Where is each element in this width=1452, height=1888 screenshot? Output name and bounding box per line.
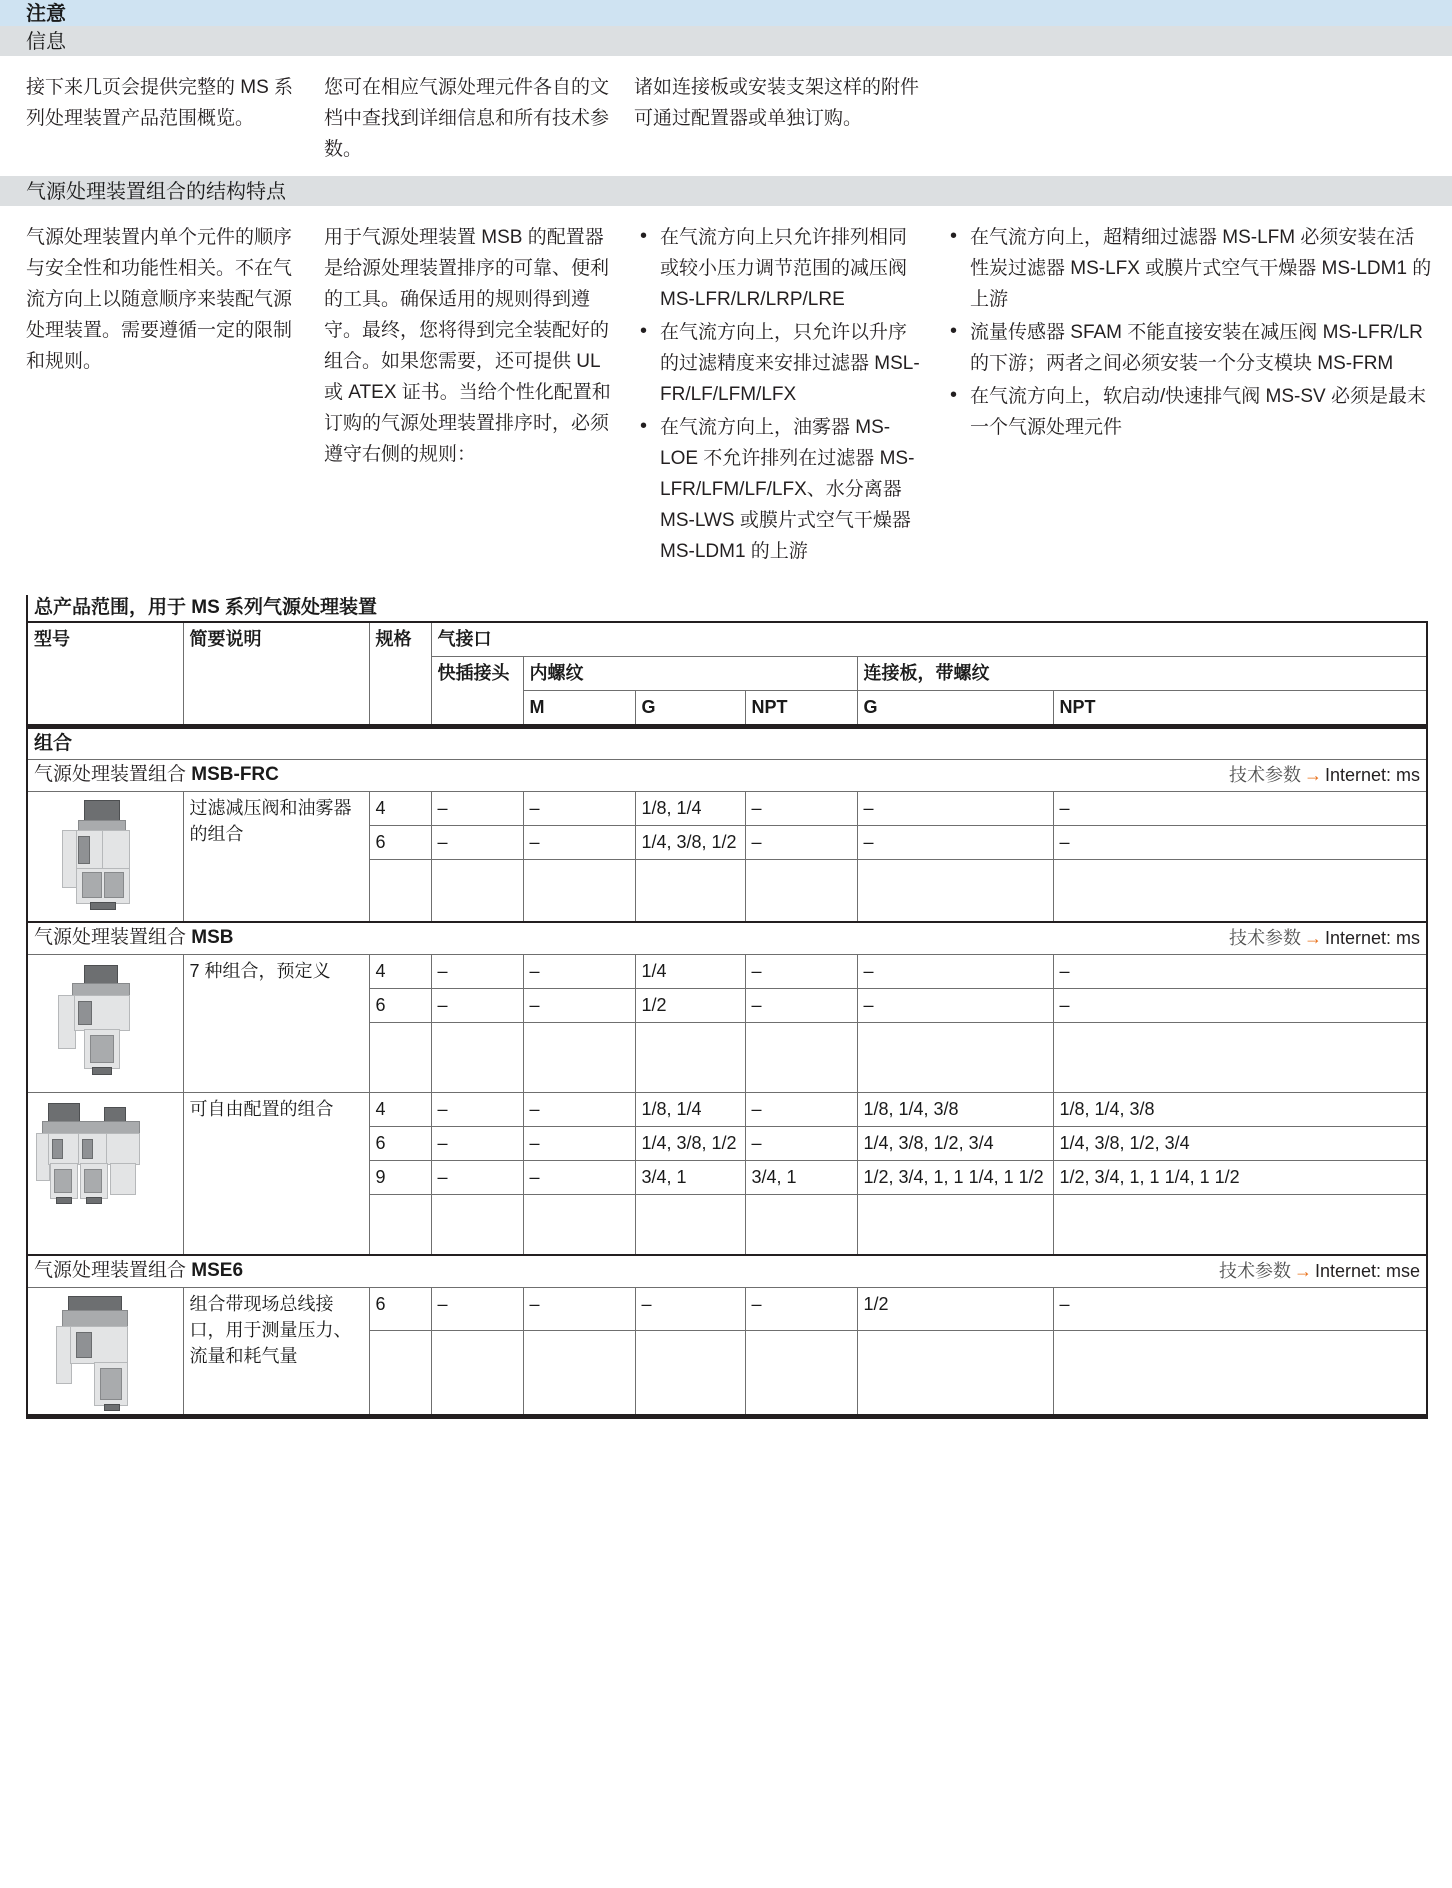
group-name-bold: MSB <box>191 927 234 948</box>
cell-g-plate: 1/4, 3/8, 1/2, 3/4 <box>857 1127 1053 1161</box>
cell-npt: – <box>745 1093 857 1127</box>
cell-npt: – <box>745 1288 857 1331</box>
cell-npt-plate: – <box>1053 989 1427 1023</box>
arrow-icon: → <box>1303 928 1322 948</box>
cell-g-plate: 1/2, 3/4, 1, 1 1/4, 1 1/2 <box>857 1161 1053 1195</box>
th-quick-connector: 快插接头 <box>431 657 523 727</box>
cell-g: 1/4, 3/8, 1/2 <box>635 1127 745 1161</box>
range-table <box>26 621 1428 1419</box>
cell-npt: – <box>745 792 857 826</box>
intro-col-3: 诸如连接板或安装支架这样的附件可通过配置器或单独订购。 <box>634 77 920 129</box>
cell-empty <box>431 1195 523 1256</box>
product-description: 过滤减压阀和油雾器的组合 <box>183 792 369 923</box>
section-band-row <box>27 727 1427 760</box>
cell-npt: – <box>745 989 857 1023</box>
msb-frc-illustration <box>32 796 179 914</box>
table-row <box>27 792 1427 826</box>
cell-g-plate: 1/2 <box>857 1288 1053 1331</box>
cell-m: – <box>523 1288 635 1331</box>
product-image-msb <box>27 955 183 1093</box>
list-item: • 在气流方向上，只允许以升序的过滤精度来安排过滤器 MSL-FR/LF/LFM/LFX <box>634 317 924 410</box>
group-name-prefix: 气源处理装置组合 <box>34 927 192 948</box>
group-name-prefix: 气源处理装置组合 <box>34 764 192 785</box>
cell-npt-plate: 1/2, 3/4, 1, 1 1/4, 1 1/2 <box>1053 1161 1427 1195</box>
cell-empty <box>1053 1023 1427 1093</box>
cell-npt-plate: – <box>1053 826 1427 860</box>
cell-m: – <box>523 1161 635 1195</box>
cell-empty <box>369 1023 431 1093</box>
cell-m: – <box>523 955 635 989</box>
cell-g: – <box>635 1288 745 1331</box>
cell-quick: – <box>431 955 523 989</box>
table-header-row-1 <box>27 622 1427 657</box>
cell-size: 6 <box>369 1288 431 1331</box>
cell-g-plate: 1/8, 1/4, 3/8 <box>857 1093 1053 1127</box>
group-header-msb <box>27 922 1427 955</box>
cell-empty <box>857 1331 1053 1417</box>
th-internal-thread: 内螺纹 <box>523 657 857 691</box>
intro-col-2: 您可在相应气源处理元件各自的文档中查找到详细信息和所有技术参数。 <box>324 77 610 160</box>
th-npt-plate: NPT <box>1053 691 1427 727</box>
features-col-3 <box>634 222 944 569</box>
product-image-mse6 <box>27 1288 183 1417</box>
features-bullets-3 <box>634 222 924 567</box>
cell-g: 3/4, 1 <box>635 1161 745 1195</box>
th-air-connection: 气接口 <box>431 622 1427 657</box>
cell-empty <box>431 1023 523 1093</box>
list-item: • 在气流方向上，油雾器 MS-LOE 不允许排列在过滤器 MS-LFR/LFM/LF/LFX、水分离器 MS-LWS 或膜片式空气干燥器 MS-LDM1 的上游 <box>634 412 924 567</box>
cell-empty <box>523 1023 635 1093</box>
product-figure <box>32 1097 179 1215</box>
cell-g: 1/4, 3/8, 1/2 <box>635 826 745 860</box>
note-banner <box>0 0 1452 26</box>
cell-npt-plate: – <box>1053 1288 1427 1331</box>
product-figure <box>32 959 179 1077</box>
intro-col-4-empty <box>944 72 1452 176</box>
intro-col-1: 接下来几页会提供完整的 MS 系列处理装置产品范围概览。 <box>26 77 294 129</box>
features-section-header <box>0 176 1452 206</box>
cell-empty <box>369 860 431 923</box>
cell-empty <box>635 1023 745 1093</box>
cell-empty <box>857 1195 1053 1256</box>
cell-g: 1/8, 1/4 <box>635 1093 745 1127</box>
cell-npt-plate: 1/8, 1/4, 3/8 <box>1053 1093 1427 1127</box>
list-item: • 在气流方向上，软启动/快速排气阀 MS-SV 必须是最末一个气源处理元件 <box>944 381 1432 443</box>
list-item: • 在气流方向上只允许排列相同或较小压力调节范围的减压阀 MS-LFR/LR/LRP/LRE <box>634 222 924 315</box>
tech-data-link-2[interactable] <box>1229 925 1420 951</box>
cell-quick: – <box>431 1288 523 1331</box>
th-model: 型号 <box>27 622 183 727</box>
cell-npt: – <box>745 1127 857 1161</box>
group-header-msb-frc <box>27 760 1427 792</box>
cell-g-plate: – <box>857 826 1053 860</box>
tech-data-label: 技术参数 <box>1228 765 1301 785</box>
section-label: 组合 <box>27 727 1427 760</box>
table-row <box>27 1093 1427 1127</box>
cell-m: – <box>523 792 635 826</box>
group-header-mse6 <box>27 1255 1427 1288</box>
group-name-bold: MSE6 <box>191 1260 244 1281</box>
cell-g: 1/2 <box>635 989 745 1023</box>
features-section-title: 气源处理装置组合的结构特点 <box>26 181 286 203</box>
product-range-table <box>26 595 1426 1419</box>
cell-empty <box>635 1195 745 1256</box>
arrow-icon: → <box>1303 765 1322 785</box>
cell-npt-plate: – <box>1053 792 1427 826</box>
group-name-bold: MSB-FRC <box>191 764 279 785</box>
msb-config-illustration <box>32 1097 179 1215</box>
cell-empty <box>523 860 635 923</box>
cell-m: – <box>523 826 635 860</box>
cell-empty <box>745 860 857 923</box>
th-connection-plate: 连接板，带螺纹 <box>857 657 1427 691</box>
cell-empty <box>857 1023 1053 1093</box>
cell-empty <box>369 1195 431 1256</box>
cell-quick: – <box>431 792 523 826</box>
cell-empty <box>369 1331 431 1417</box>
cell-quick: – <box>431 1127 523 1161</box>
cell-empty <box>1053 860 1427 923</box>
th-m: M <box>523 691 635 727</box>
cell-g-plate: – <box>857 955 1053 989</box>
tech-data-internet: Internet: ms <box>1324 928 1420 948</box>
product-figure <box>32 796 179 914</box>
product-description: 7 种组合，预定义 <box>183 955 369 1093</box>
cell-g-plate: – <box>857 792 1053 826</box>
cell-quick: – <box>431 826 523 860</box>
table-row <box>27 1288 1427 1331</box>
cell-empty <box>1053 1195 1427 1256</box>
cell-m: – <box>523 1127 635 1161</box>
cell-size: 4 <box>369 955 431 989</box>
cell-quick: – <box>431 989 523 1023</box>
features-col-2: 用于气源处理装置 MSB 的配置器是给源处理装置排序的可靠、便利的工具。确保适用的规则得到遵守。最终，您将得到完全装配好的组合。如果您需要，还可提供 UL 或 ATEX 证书。当给个性化配置和订购的气源处理装置排序时，必须遵守右侧的规则： <box>324 227 611 465</box>
cell-empty <box>523 1195 635 1256</box>
cell-g-plate: – <box>857 989 1053 1023</box>
tech-data-link-3[interactable] <box>1219 1258 1420 1284</box>
mse6-illustration <box>32 1292 179 1410</box>
tech-data-label: 技术参数 <box>1218 1261 1291 1281</box>
group-name-prefix: 气源处理装置组合 <box>34 1260 192 1281</box>
tech-data-internet: Internet: mse <box>1314 1261 1420 1281</box>
cell-empty <box>635 860 745 923</box>
cell-npt-plate: 1/4, 3/8, 1/2, 3/4 <box>1053 1127 1427 1161</box>
th-g-plate: G <box>857 691 1053 727</box>
info-title: 信息 <box>26 31 66 53</box>
features-col-1: 气源处理装置内单个元件的顺序与安全性和功能性相关。不在气流方向上以随意顺序来装配气源处理装置。需要遵循一定的限制和规则。 <box>26 227 293 372</box>
cell-npt: 3/4, 1 <box>745 1161 857 1195</box>
cell-npt-plate: – <box>1053 955 1427 989</box>
table-row <box>27 955 1427 989</box>
cell-empty <box>523 1331 635 1417</box>
cell-empty <box>857 860 1053 923</box>
cell-quick: – <box>431 1093 523 1127</box>
cell-size: 4 <box>369 792 431 826</box>
cell-npt: – <box>745 826 857 860</box>
arrow-icon: → <box>1293 1261 1312 1281</box>
tech-data-label: 技术参数 <box>1228 928 1301 948</box>
cell-m: – <box>523 989 635 1023</box>
list-item: • 在气流方向上，超精细过滤器 MS-LFM 必须安装在活性炭过滤器 MS-LFX 或膜片式空气干燥器 MS-LDM1 的上游 <box>944 222 1432 315</box>
cell-empty <box>745 1331 857 1417</box>
cell-size: 6 <box>369 989 431 1023</box>
cell-empty <box>431 860 523 923</box>
cell-empty <box>635 1331 745 1417</box>
cell-empty <box>745 1195 857 1256</box>
product-image-msb-config <box>27 1093 183 1256</box>
msb-illustration <box>32 959 179 1077</box>
cell-empty <box>431 1331 523 1417</box>
product-figure <box>32 1292 179 1410</box>
cell-empty <box>1053 1331 1427 1417</box>
intro-columns <box>0 56 1452 176</box>
cell-g: 1/8, 1/4 <box>635 792 745 826</box>
features-bullets-4 <box>944 222 1432 443</box>
th-description: 简要说明 <box>183 622 369 727</box>
table-title: 总产品范围，用于 MS 系列气源处理装置 <box>26 595 1426 621</box>
cell-empty <box>745 1023 857 1093</box>
cell-size: 6 <box>369 1127 431 1161</box>
cell-g: 1/4 <box>635 955 745 989</box>
product-image-msb-frc <box>27 792 183 923</box>
th-g: G <box>635 691 745 727</box>
list-item: • 流量传感器 SFAM 不能直接安装在减压阀 MS-LFR/LR 的下游；两者之间必须安装一个分支模块 MS-FRM <box>944 317 1432 379</box>
cell-size: 6 <box>369 826 431 860</box>
note-title: 注意 <box>26 3 66 25</box>
product-description: 组合带现场总线接口，用于测量压力、流量和耗气量 <box>183 1288 369 1417</box>
tech-data-link-1[interactable] <box>1229 762 1420 788</box>
cell-m: – <box>523 1093 635 1127</box>
cell-quick: – <box>431 1161 523 1195</box>
cell-size: 9 <box>369 1161 431 1195</box>
th-npt: NPT <box>745 691 857 727</box>
info-banner <box>0 26 1452 56</box>
tech-data-internet: Internet: ms <box>1324 765 1420 785</box>
th-size: 规格 <box>369 622 431 727</box>
cell-size: 4 <box>369 1093 431 1127</box>
product-description: 可自由配置的组合 <box>183 1093 369 1256</box>
features-col-4 <box>944 222 1452 569</box>
features-columns <box>0 206 1452 569</box>
cell-npt: – <box>745 955 857 989</box>
